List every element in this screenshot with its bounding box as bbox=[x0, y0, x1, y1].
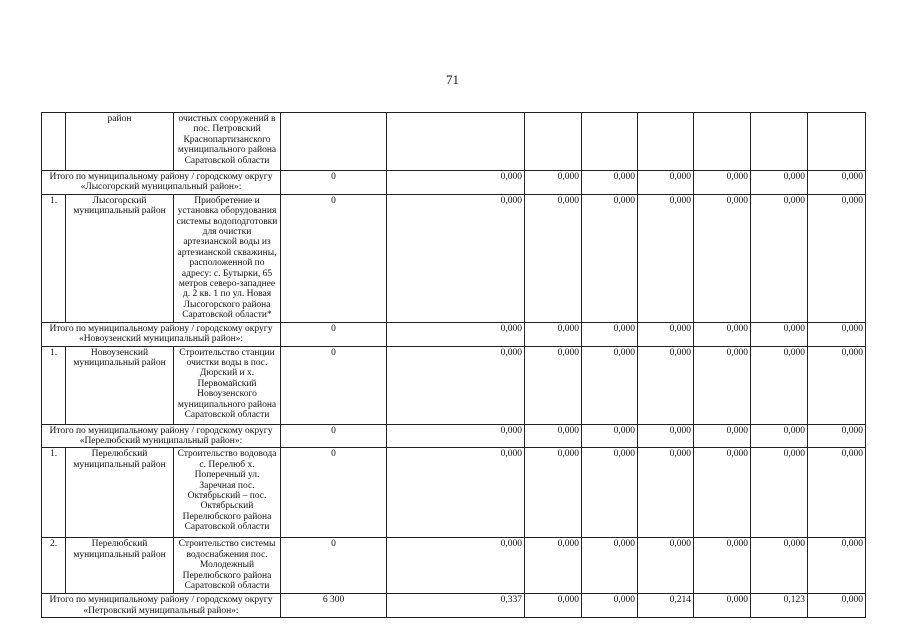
district-cell: Новоузенский муниципальный район bbox=[66, 346, 174, 424]
value-cell: 0 bbox=[281, 346, 387, 424]
value-cell: 0 bbox=[281, 448, 387, 538]
object-cell: Строительство системы водоснабжения пос. Молодежный Перелюбского района Саратовской области bbox=[174, 538, 281, 594]
value-cell: 0,000 bbox=[694, 346, 751, 424]
value-cell: 0,000 bbox=[751, 538, 808, 594]
value-cell: 0,000 bbox=[582, 448, 638, 538]
value-cell: 0,000 bbox=[525, 171, 582, 195]
value-cell: 0 bbox=[281, 171, 387, 195]
object-cell: Приобретение и установка оборудования системы водоподготовки для очистки артезианской воды из артезианской скважины, расположенной по адресу: с. Бутырки, 65 метров северо-западнее д. 2 кв. 1 по ул. Новая Лысогорского района Саратовской области* bbox=[174, 194, 281, 322]
index-cell: 1. bbox=[42, 448, 66, 538]
value-cell: 0,337 bbox=[387, 594, 525, 618]
table-row bbox=[42, 448, 866, 538]
value-cell: 0,000 bbox=[751, 322, 808, 346]
value-cell: 0,000 bbox=[582, 594, 638, 618]
value-cell: 0,000 bbox=[808, 594, 866, 618]
value-cell: 0,000 bbox=[751, 448, 808, 538]
value-cell: 0,000 bbox=[638, 171, 694, 195]
value-cell: 0,000 bbox=[525, 538, 582, 594]
index-cell: 1. bbox=[42, 194, 66, 322]
value-cell: 0,000 bbox=[808, 424, 866, 448]
table-row bbox=[42, 346, 866, 424]
value-cell: 0,000 bbox=[751, 346, 808, 424]
value-cell: 0 bbox=[281, 538, 387, 594]
index-cell: 1. bbox=[42, 346, 66, 424]
total-label-cell: Итого по муниципальному району / городскому округу «Новоузенский муниципальный район»: bbox=[42, 322, 281, 346]
value-cell: 0,000 bbox=[808, 346, 866, 424]
value-cell bbox=[582, 113, 638, 171]
value-cell: 0,000 bbox=[694, 424, 751, 448]
total-label-cell: Итого по муниципальному району / городскому округу «Лысогорский муниципальный район»: bbox=[42, 171, 281, 195]
value-cell: 0,214 bbox=[638, 594, 694, 618]
value-cell: 0 bbox=[281, 424, 387, 448]
value-cell: 0,000 bbox=[638, 322, 694, 346]
value-cell: 0,000 bbox=[387, 194, 525, 322]
district-cell: Перелюбский муниципальный район bbox=[66, 538, 174, 594]
value-cell bbox=[808, 113, 866, 171]
district-cell: Лысогорский муниципальный район bbox=[66, 194, 174, 322]
value-cell: 0,000 bbox=[582, 194, 638, 322]
value-cell: 0,000 bbox=[751, 194, 808, 322]
total-label-cell: Итого по муниципальному району / городскому округу «Перелюбский муниципальный район»: bbox=[42, 424, 281, 448]
value-cell: 0 bbox=[281, 194, 387, 322]
value-cell bbox=[525, 113, 582, 171]
value-cell: 0,000 bbox=[808, 171, 866, 195]
value-cell: 6 300 bbox=[281, 594, 387, 618]
value-cell: 0,000 bbox=[525, 322, 582, 346]
value-cell: 0,000 bbox=[387, 322, 525, 346]
value-cell: 0,000 bbox=[387, 346, 525, 424]
value-cell: 0,000 bbox=[694, 538, 751, 594]
value-cell: 0,000 bbox=[808, 538, 866, 594]
table-row bbox=[42, 113, 866, 171]
value-cell: 0,000 bbox=[638, 424, 694, 448]
value-cell: 0,000 bbox=[638, 194, 694, 322]
total-row bbox=[42, 594, 866, 618]
page-number: 71 bbox=[446, 72, 459, 87]
value-cell: 0,000 bbox=[694, 594, 751, 618]
value-cell: 0,000 bbox=[582, 346, 638, 424]
value-cell bbox=[751, 113, 808, 171]
value-cell bbox=[281, 113, 387, 171]
index-cell bbox=[42, 113, 66, 171]
value-cell: 0 bbox=[281, 322, 387, 346]
total-label-cell: Итого по муниципальному району / городскому округу «Петровский муниципальный район»: bbox=[42, 594, 281, 618]
value-cell: 0,000 bbox=[751, 424, 808, 448]
value-cell: 0,000 bbox=[525, 424, 582, 448]
value-cell: 0,000 bbox=[525, 194, 582, 322]
value-cell: 0,000 bbox=[638, 448, 694, 538]
value-cell: 0,000 bbox=[387, 448, 525, 538]
object-cell: очистных сооружений в пос. Петровский Краснопартизанского муниципального района Саратовской области bbox=[174, 113, 281, 171]
value-cell: 0,000 bbox=[387, 171, 525, 195]
object-cell: Строительство водовода с. Перелюб х. Поперечный ул. Заречная пос. Октябрьский – пос. Октябрьский Перелюбского района Саратовской области bbox=[174, 448, 281, 538]
total-row bbox=[42, 424, 866, 448]
object-cell: Строительство станции очистки воды в пос. Дюрский и х. Первомайский Новоузенского муниципального района Саратовской области bbox=[174, 346, 281, 424]
value-cell: 0,000 bbox=[582, 424, 638, 448]
value-cell: 0,000 bbox=[582, 538, 638, 594]
total-row bbox=[42, 171, 866, 195]
value-cell: 0,000 bbox=[808, 448, 866, 538]
index-cell: 2. bbox=[42, 538, 66, 594]
value-cell: 0,000 bbox=[525, 448, 582, 538]
value-cell: 0,000 bbox=[808, 322, 866, 346]
value-cell: 0,123 bbox=[751, 594, 808, 618]
value-cell: 0,000 bbox=[525, 594, 582, 618]
value-cell: 0,000 bbox=[387, 538, 525, 594]
value-cell bbox=[387, 113, 525, 171]
value-cell: 0,000 bbox=[582, 322, 638, 346]
value-cell: 0,000 bbox=[525, 346, 582, 424]
total-row bbox=[42, 322, 866, 346]
value-cell: 0,000 bbox=[387, 424, 525, 448]
value-cell: 0,000 bbox=[694, 448, 751, 538]
value-cell: 0,000 bbox=[694, 171, 751, 195]
value-cell bbox=[638, 113, 694, 171]
value-cell: 0,000 bbox=[694, 322, 751, 346]
value-cell: 0,000 bbox=[638, 538, 694, 594]
value-cell: 0,000 bbox=[638, 346, 694, 424]
table-row bbox=[42, 538, 866, 594]
value-cell: 0,000 bbox=[808, 194, 866, 322]
value-cell: 0,000 bbox=[694, 194, 751, 322]
district-cell: район bbox=[66, 113, 174, 171]
value-cell: 0,000 bbox=[751, 171, 808, 195]
table-row bbox=[42, 194, 866, 322]
value-cell bbox=[694, 113, 751, 171]
investment-table bbox=[41, 112, 866, 618]
value-cell: 0,000 bbox=[582, 171, 638, 195]
district-cell: Перелюбский муниципальный район bbox=[66, 448, 174, 538]
